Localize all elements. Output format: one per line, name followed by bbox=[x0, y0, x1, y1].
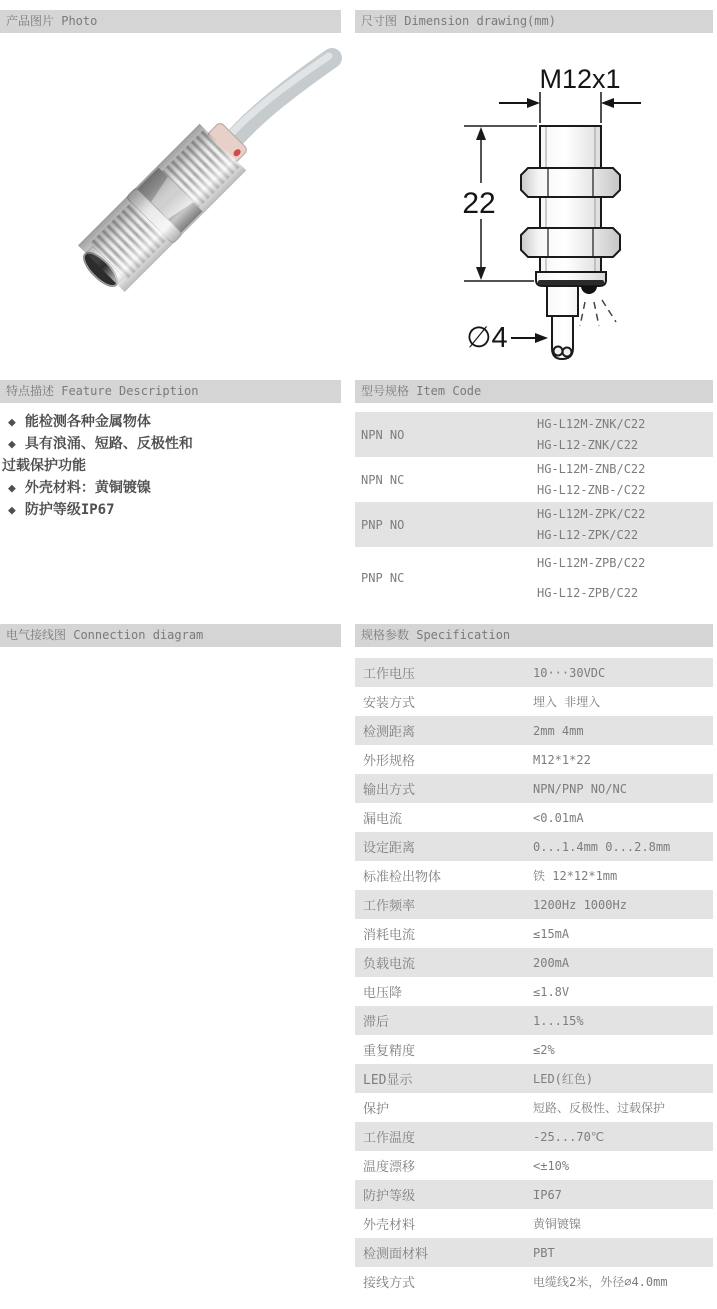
item-code-value: HG-L12M-ZPK/C22 bbox=[537, 506, 646, 521]
feature-item bbox=[0, 433, 350, 455]
arrowhead-right-icon bbox=[535, 333, 548, 343]
spec-row bbox=[355, 832, 713, 861]
spec-row bbox=[355, 1209, 713, 1238]
hex-nut-lower bbox=[521, 228, 620, 257]
spec-label: 标准检出物体 bbox=[363, 870, 442, 885]
sensor-body bbox=[71, 112, 258, 299]
output-type-label: NPN NO bbox=[361, 427, 405, 442]
hex-nut-upper bbox=[521, 168, 620, 197]
length-dimension-label: 22 bbox=[462, 187, 496, 220]
spec-value: NPN/PNP NO/NC bbox=[533, 781, 627, 796]
led-dome-icon bbox=[581, 286, 597, 294]
spec-row bbox=[355, 774, 713, 803]
spec-row bbox=[355, 890, 713, 919]
spec-label: 重复精度 bbox=[363, 1044, 416, 1059]
spec-row bbox=[355, 977, 713, 1006]
wire-end bbox=[563, 348, 572, 357]
spec-label: 消耗电流 bbox=[363, 928, 416, 943]
spec-row bbox=[355, 687, 713, 716]
spec-row bbox=[355, 1122, 713, 1151]
item-code-row bbox=[355, 502, 713, 547]
diamond-bullet-icon: ◆ bbox=[8, 437, 16, 452]
item-code-list bbox=[537, 502, 713, 547]
spec-row bbox=[355, 745, 713, 774]
product-photo bbox=[0, 40, 360, 375]
spec-value: <±10% bbox=[533, 1158, 570, 1173]
spec-label: 安装方式 bbox=[363, 696, 416, 711]
spec-value: ≤2% bbox=[533, 1042, 555, 1057]
spec-label: 工作频率 bbox=[363, 899, 416, 914]
spec-row bbox=[355, 1151, 713, 1180]
dimension-drawing bbox=[430, 45, 717, 375]
spec-row bbox=[355, 658, 713, 687]
spec-value: 电缆线2米，外径∅4.0mm bbox=[533, 1275, 668, 1289]
spec-row bbox=[355, 1064, 713, 1093]
spec-value: ≤1.8V bbox=[533, 984, 570, 999]
spec-value: 0...1.4mm 0...2.8mm bbox=[533, 839, 671, 854]
dimension-section-header: 尺寸图 Dimension drawing(mm) bbox=[355, 10, 713, 33]
cable-gland bbox=[547, 286, 578, 316]
spec-label: 工作电压 bbox=[363, 667, 416, 682]
spec-label: 温度漂移 bbox=[363, 1160, 416, 1175]
item-code-row bbox=[355, 412, 713, 457]
feature-text: 具有浪涌、短路、反极性和 bbox=[24, 436, 193, 452]
item-code-value: HG-L12-ZPB/C22 bbox=[537, 586, 639, 600]
item-code-row bbox=[355, 457, 713, 502]
spec-label: LED显示 bbox=[363, 1073, 413, 1088]
feature-list bbox=[0, 411, 350, 521]
diamond-bullet-icon: ◆ bbox=[8, 503, 16, 518]
spec-label: 保护 bbox=[363, 1102, 390, 1117]
photo-section-header: 产品图片 Photo bbox=[0, 10, 341, 33]
spec-value: PBT bbox=[533, 1245, 555, 1260]
item-code-list bbox=[537, 412, 713, 457]
item-code-value: HG-L12M-ZNB/C22 bbox=[537, 461, 646, 476]
feature-item bbox=[0, 477, 350, 499]
spec-row bbox=[355, 948, 713, 977]
arrowhead-down-icon bbox=[476, 267, 486, 280]
item-code-list bbox=[537, 457, 713, 502]
feature-section-header: 特点描述 Feature Description bbox=[0, 380, 341, 403]
spec-row bbox=[355, 1238, 713, 1267]
specification-section-header: 规格参数 Specification bbox=[355, 624, 713, 647]
spec-label: 防护等级 bbox=[363, 1189, 416, 1204]
feature-item bbox=[0, 455, 350, 477]
cylinder-shading bbox=[78, 124, 246, 292]
spec-label: 输出方式 bbox=[363, 783, 416, 798]
item-code-value: HG-L12-ZNK/C22 bbox=[537, 437, 639, 452]
spec-row bbox=[355, 1006, 713, 1035]
spec-label: 电压降 bbox=[363, 986, 403, 1001]
item-code-list bbox=[537, 547, 713, 609]
feature-text: 防护等级IP67 bbox=[24, 502, 115, 518]
feature-item bbox=[0, 499, 350, 521]
spec-value: 黄铜镀镍 bbox=[533, 1217, 582, 1231]
arrowhead-up-icon bbox=[476, 127, 486, 140]
spec-value: 1200Hz 1000Hz bbox=[533, 897, 627, 912]
item-code-table bbox=[355, 412, 713, 609]
output-type-label: NPN NC bbox=[361, 472, 405, 487]
item-code-row bbox=[355, 547, 713, 609]
spec-value: 埋入 非埋入 bbox=[533, 695, 601, 709]
diamond-bullet-icon: ◆ bbox=[8, 481, 16, 496]
spec-row bbox=[355, 919, 713, 948]
arrowhead-right-icon bbox=[527, 98, 540, 108]
wire-end bbox=[554, 347, 563, 356]
spec-value: 2mm 4mm bbox=[533, 723, 584, 738]
spec-label: 工作温度 bbox=[363, 1131, 416, 1146]
spec-label: 外形规格 bbox=[363, 754, 416, 769]
spec-value: 短路、反极性、过载保护 bbox=[533, 1101, 666, 1115]
diamond-bullet-icon: ◆ bbox=[8, 415, 16, 430]
spec-row bbox=[355, 1180, 713, 1209]
spec-row bbox=[355, 716, 713, 745]
spec-label: 检测面材料 bbox=[363, 1247, 429, 1262]
thread-dimension-label: M12x1 bbox=[539, 64, 621, 94]
item-code-value: HG-L12-ZNB-/C22 bbox=[537, 482, 646, 497]
output-type-label: PNP NC bbox=[361, 571, 405, 585]
specification-table bbox=[355, 658, 713, 1296]
spec-value: M12*1*22 bbox=[533, 752, 591, 767]
spec-value: 1...15% bbox=[533, 1013, 584, 1028]
cable-diameter-label: ∅4 bbox=[466, 322, 508, 354]
spec-row bbox=[355, 1267, 713, 1296]
feature-text: 过载保护功能 bbox=[2, 458, 86, 474]
item-code-value: HG-L12M-ZPB/C22 bbox=[537, 556, 646, 570]
spec-label: 漏电流 bbox=[363, 812, 403, 827]
spec-value: 200mA bbox=[533, 955, 570, 970]
spec-label: 设定距离 bbox=[363, 841, 416, 856]
feature-item bbox=[0, 411, 350, 433]
end-cap-dark-band bbox=[538, 280, 604, 285]
sensor-cable bbox=[233, 58, 332, 140]
sensor-cable-highlight bbox=[230, 56, 329, 135]
feature-text: 外壳材料：黄铜镀镍 bbox=[24, 480, 151, 496]
spec-row bbox=[355, 803, 713, 832]
spec-value: IP67 bbox=[533, 1187, 562, 1202]
spec-value: LED(红色) bbox=[533, 1072, 594, 1086]
spec-row bbox=[355, 861, 713, 890]
spec-label: 外壳材料 bbox=[363, 1218, 416, 1233]
spec-label: 滞后 bbox=[363, 1015, 390, 1030]
feature-text: 能检测各种金属物体 bbox=[24, 414, 151, 430]
connection-section-header: 电气接线图 Connection diagram bbox=[0, 624, 341, 647]
spec-label: 检测距离 bbox=[363, 725, 416, 740]
spec-label: 接线方式 bbox=[363, 1276, 416, 1291]
spec-label: 负载电流 bbox=[363, 957, 416, 972]
arrowhead-left-icon bbox=[601, 98, 614, 108]
spec-value: ≤15mA bbox=[533, 926, 570, 941]
spec-value: -25...70℃ bbox=[533, 1129, 605, 1144]
item-code-value: HG-L12-ZPK/C22 bbox=[537, 527, 639, 542]
spec-row bbox=[355, 1035, 713, 1064]
spec-row bbox=[355, 1093, 713, 1122]
spec-value: 铁 12*12*1mm bbox=[533, 869, 618, 883]
item-code-value: HG-L12M-ZNK/C22 bbox=[537, 416, 646, 431]
spec-value: <0.01mA bbox=[533, 810, 584, 825]
output-type-label: PNP NO bbox=[361, 517, 405, 532]
item-code-section-header: 型号规格 Item Code bbox=[355, 380, 713, 403]
spec-value: 10···30VDC bbox=[533, 665, 606, 680]
